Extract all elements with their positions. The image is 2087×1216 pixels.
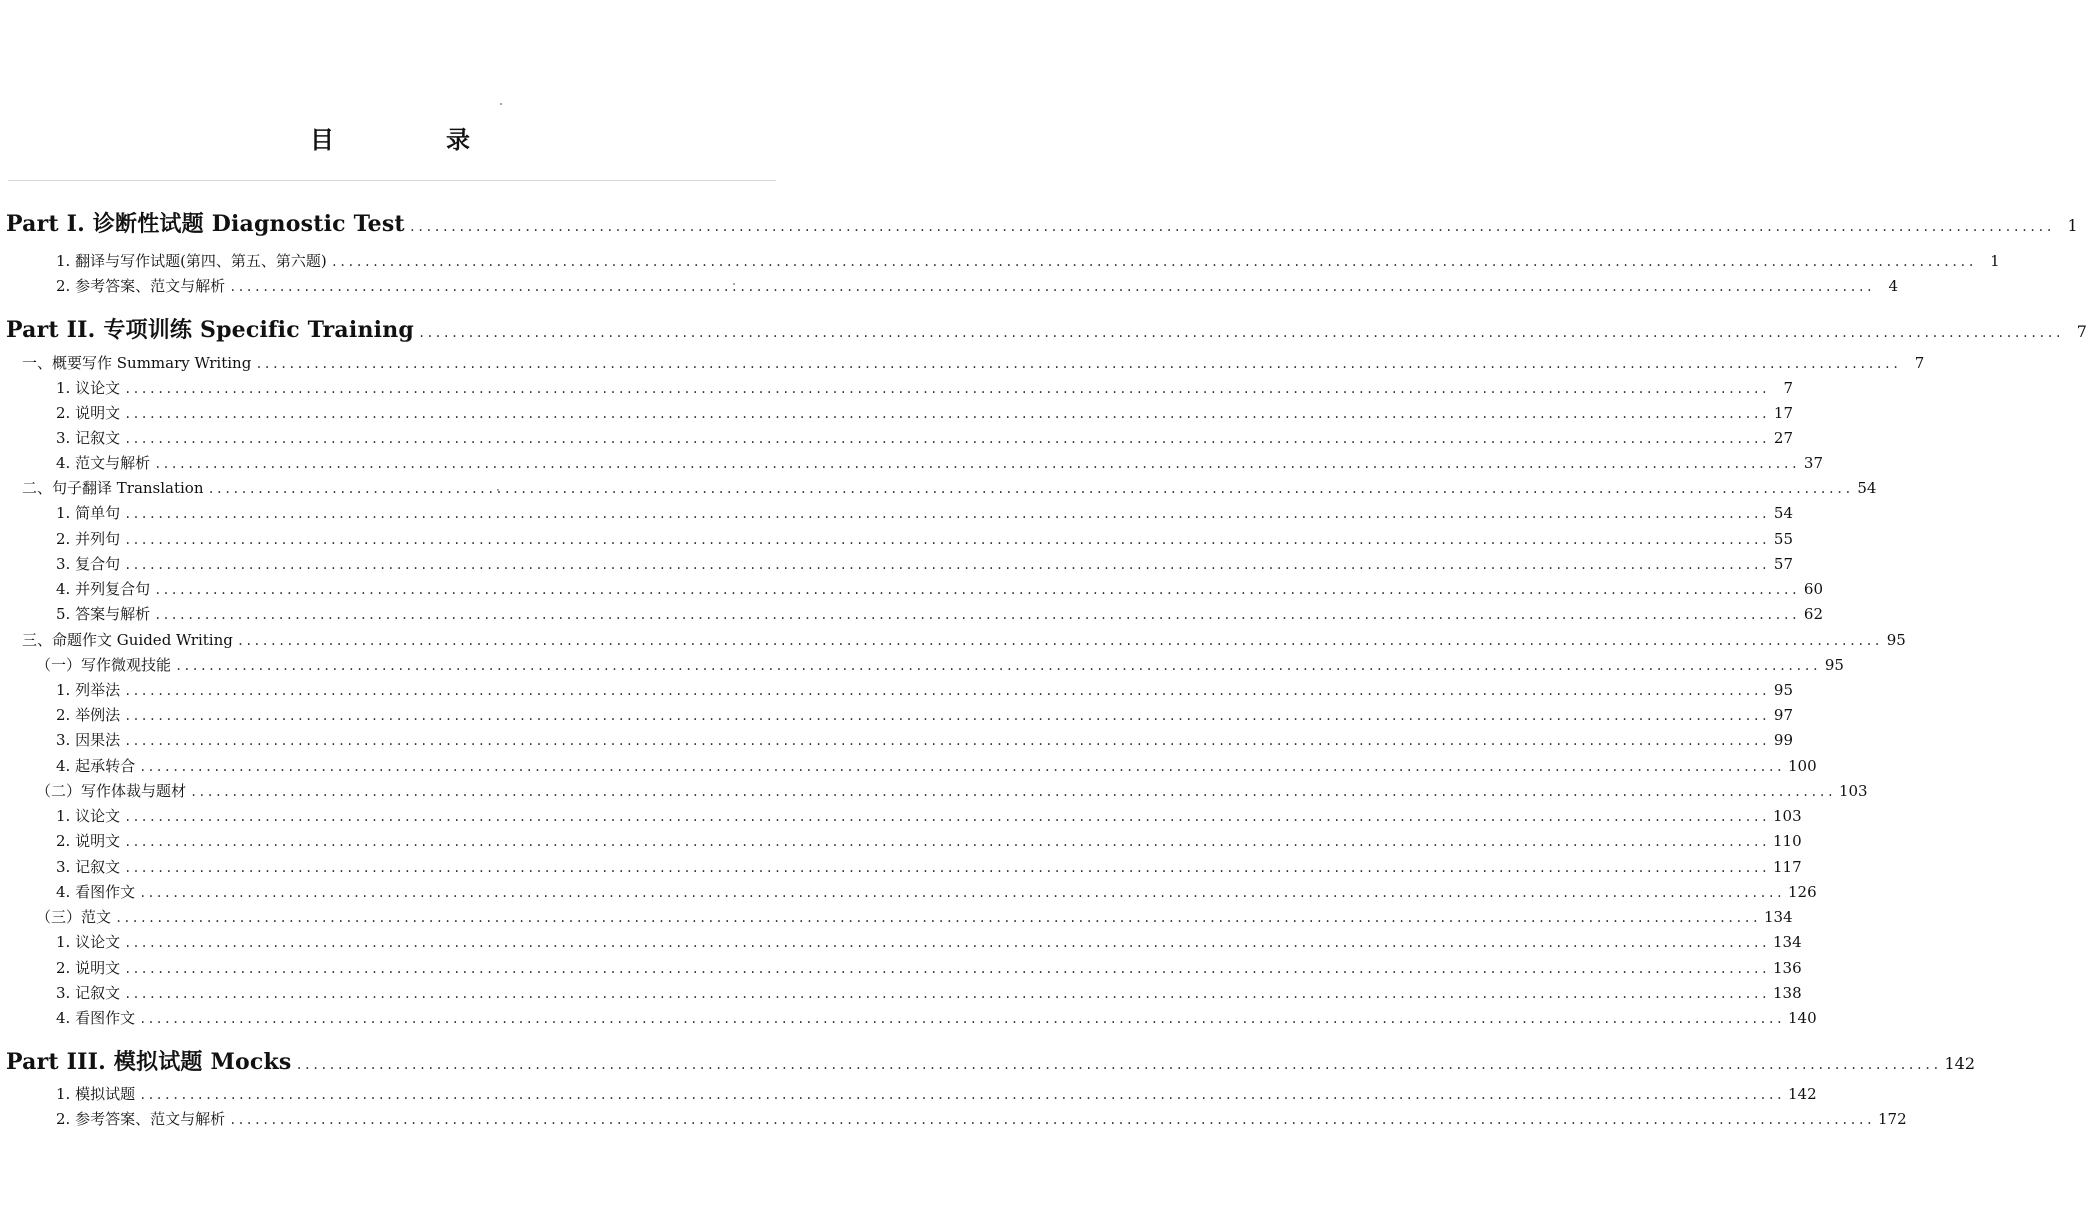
toc-page-number: 37 (1803, 454, 1824, 472)
toc-entry-label: 3. 复合句 (56, 555, 121, 573)
dot-leader: ........................................................................................................................................................................................................ (139, 1012, 1785, 1026)
toc-page-number: 55 (1773, 530, 1794, 548)
toc-page-number: 17 (1773, 404, 1794, 422)
toc-item (56, 755, 1817, 776)
toc-page-number: 1 (2067, 216, 2078, 235)
toc-page-number: 117 (1773, 858, 1802, 876)
toc-item (56, 603, 1824, 624)
toc-entry-label: 1. 模拟试题 (56, 1085, 136, 1103)
toc-page-number: 4 (1888, 277, 1899, 295)
toc-page-number: 95 (1824, 656, 1844, 674)
toc-entry-label: 1. 简单句 (56, 504, 121, 522)
toc-page-number: 138 (1773, 984, 1802, 1002)
toc-entry-label: 4. 起承转合 (56, 757, 136, 775)
dot-leader: ........................................................................................................................................................................................................ (124, 810, 1770, 824)
toc-page-number: 62 (1803, 605, 1824, 623)
dot-leader: ........................................................................................................................................................................................................ (124, 962, 1770, 976)
toc-page-number: 172 (1878, 1110, 1907, 1128)
toc-item (56, 679, 1794, 700)
toc-item (56, 729, 1794, 750)
toc-entry-label: 三、命题作文 Guided Writing (22, 631, 233, 649)
dot-leader: ........................................................................................................................................................................................................ (139, 760, 1785, 774)
toc-page-number: 103 (1838, 782, 1868, 800)
dot-leader: ........................................................................................................................................................................................................ (417, 326, 2063, 340)
toc-item (56, 553, 1794, 574)
toc-entry-label: 2. 举例法 (56, 706, 121, 724)
toc-entry-label: 2. 说明文 (56, 404, 121, 422)
dot-leader: ........................................................................................................................................................................................................ (124, 382, 1770, 396)
toc-page-number: 95 (1773, 681, 1794, 699)
toc-page-number: 95 (1886, 631, 1906, 649)
toc-item (56, 427, 1794, 448)
toc-item (56, 830, 1802, 851)
dot-leader: ........................................................................................................................................................................................................ (124, 709, 1770, 723)
toc-item (56, 377, 1794, 398)
toc-page-number: 97 (1773, 706, 1794, 724)
dot-leader: ........................................................................................................................................................................................................ (255, 357, 1901, 371)
dot-leader: ........................................................................................................................................................................................................ (124, 407, 1770, 421)
toc-item (56, 957, 1802, 978)
toc-entry-label: 4. 看图作文 (56, 883, 136, 901)
toc-page-number: 7 (1783, 379, 1794, 397)
toc-item (56, 402, 1794, 423)
dot-leader: ........................................................................................................................................................................................................ (236, 634, 1882, 648)
toc-entry-label: 1. 议论文 (56, 933, 121, 951)
toc-page-number: 103 (1773, 807, 1802, 825)
toc-item (56, 856, 1802, 877)
toc-page-number: 99 (1773, 731, 1794, 749)
toc-entry-label: 1. 列举法 (56, 681, 121, 699)
dot-leader: ........................................................................................................................................................................................................ (139, 1088, 1785, 1102)
toc-entry-label: Part II. 专项训练 Specific Training (6, 317, 414, 343)
toc-section (22, 352, 1925, 373)
toc-page-number: 1 (1990, 252, 2000, 270)
toc-item (56, 1108, 1907, 1129)
toc-part-heading (6, 1045, 1975, 1076)
toc-page-number: 140 (1788, 1009, 1817, 1027)
toc-item (56, 982, 1802, 1003)
toc-entry-label: 1. 议论文 (56, 379, 121, 397)
toc-item (56, 528, 1794, 549)
toc-page-number: 54 (1857, 479, 1877, 497)
toc-subsection (36, 780, 1868, 801)
toc-page-number: 142 (1944, 1054, 1975, 1073)
toc-page-number: 7 (2076, 322, 2087, 341)
dot-leader: ........................................................................................................................................................................................................ (124, 987, 1770, 1001)
dot-leader: ........................................................................................................................................................................................................ (154, 457, 1800, 471)
toc-entry-label: （三）范文 (36, 908, 112, 926)
toc-page-number: 110 (1773, 832, 1802, 850)
toc-page-number: 60 (1803, 580, 1824, 598)
dot-leader: ........................................................................................................................................................................................................ (124, 835, 1770, 849)
toc-entry-label: （一）写作微观技能 (36, 656, 172, 674)
toc-section (22, 629, 1906, 650)
toc-item (56, 578, 1824, 599)
toc-subsection (36, 654, 1844, 675)
toc-entry-label: （二）写作体裁与题材 (36, 782, 187, 800)
toc-item (56, 881, 1817, 902)
dot-leader: ........................................................................................................................................................................................................ (124, 432, 1770, 446)
toc-entry-label: Part III. 模拟试题 Mocks (6, 1049, 292, 1075)
toc-entry-label: 4. 看图作文 (56, 1009, 136, 1027)
toc-subsection (36, 906, 1793, 927)
dot-leader: ........................................................................................................................................................................................................ (124, 936, 1770, 950)
toc-item (56, 502, 1794, 523)
dot-leader: ........................................................................................................................................................................................................ (124, 533, 1770, 547)
dot-leader: ........................................................................................................................................................................................................ (229, 280, 1875, 294)
dot-leader: ........................................................................................................................................................................................................ (229, 1113, 1875, 1127)
toc-page-number: 54 (1773, 504, 1794, 522)
toc-item (56, 1083, 1817, 1104)
toc-item (56, 275, 1899, 296)
toc-item (56, 805, 1802, 826)
toc-page-number: 142 (1788, 1085, 1817, 1103)
toc-entry-label: 3. 记叙文 (56, 858, 121, 876)
toc-entry-label: 4. 范文与解析 (56, 454, 151, 472)
dot-leader: ........................................................................................................................................................................................................ (207, 482, 1853, 496)
toc-entry-label: Part I. 诊断性试题 Diagnostic Test (6, 211, 405, 237)
dot-leader: ........................................................................................................................................................................................................ (330, 255, 1976, 269)
dot-leader: ........................................................................................................................................................................................................ (175, 659, 1820, 673)
dot-leader: ........................................................................................................................................................................................................ (124, 734, 1770, 748)
dot-leader: ........................................................................................................................................................................................................ (115, 911, 1760, 925)
toc-item (56, 931, 1802, 952)
toc-page-number: 134 (1763, 908, 1793, 926)
header-divider (8, 180, 776, 181)
dot-leader: ........................................................................................................................................................................................................ (124, 861, 1770, 875)
toc-item (56, 452, 1824, 473)
toc-entry-label: 2. 说明文 (56, 959, 121, 977)
dot-leader: ........................................................................................................................................................................................................ (124, 507, 1770, 521)
toc-page-number: 134 (1773, 933, 1802, 951)
dot-leader: ........................................................................................................................................................................................................ (295, 1058, 1941, 1072)
dot-leader: ........................................................................................................................................................................................................ (124, 558, 1770, 572)
dot-leader: ........................................................................................................................................................................................................ (139, 886, 1785, 900)
toc-item (56, 704, 1794, 725)
toc-section (22, 477, 1877, 498)
toc-entry-label: 2. 并列句 (56, 530, 121, 548)
toc-item (56, 1007, 1817, 1028)
toc-item (56, 250, 2000, 271)
toc-entry-label: 1. 议论文 (56, 807, 121, 825)
toc-entry-label: 2. 参考答案、范文与解析 (56, 1110, 226, 1128)
toc-entry-label: 2. 参考答案、范文与解析 (56, 277, 226, 295)
toc-entry-label: 3. 记叙文 (56, 984, 121, 1002)
toc-entry-label: 二、句子翻译 Translation (22, 479, 204, 497)
dot-leader: ........................................................................................................................................................................................................ (124, 684, 1770, 698)
toc-page-number: 7 (1914, 354, 1925, 372)
toc-entry-label: 3. 因果法 (56, 731, 121, 749)
toc-entry-label: 4. 并列复合句 (56, 580, 151, 598)
toc-entry-label: 1. 翻译与写作试题(第四、第五、第六题) (56, 252, 327, 270)
toc-page-number: 57 (1773, 555, 1794, 573)
toc-part-heading (6, 313, 2087, 344)
toc-entry-label: 5. 答案与解析 (56, 605, 151, 623)
dot-leader: ........................................................................................................................................................................................................ (190, 785, 1835, 799)
dot-leader: ........................................................................................................................................................................................................ (154, 608, 1800, 622)
toc-page-number: 27 (1773, 429, 1794, 447)
toc-page-number: 100 (1788, 757, 1817, 775)
toc-entry-label: 一、概要写作 Summary Writing (22, 354, 252, 372)
scan-speck (500, 103, 502, 105)
toc-entry-label: 3. 记叙文 (56, 429, 121, 447)
page-title: 目 录 (310, 126, 514, 154)
toc-part-heading (6, 207, 2078, 238)
dot-leader: ........................................................................................................................................................................................................ (408, 220, 2054, 234)
toc-page-number: 136 (1773, 959, 1802, 977)
toc-page-number: 126 (1788, 883, 1817, 901)
dot-leader: ........................................................................................................................................................................................................ (154, 583, 1800, 597)
toc-entry-label: 2. 说明文 (56, 832, 121, 850)
